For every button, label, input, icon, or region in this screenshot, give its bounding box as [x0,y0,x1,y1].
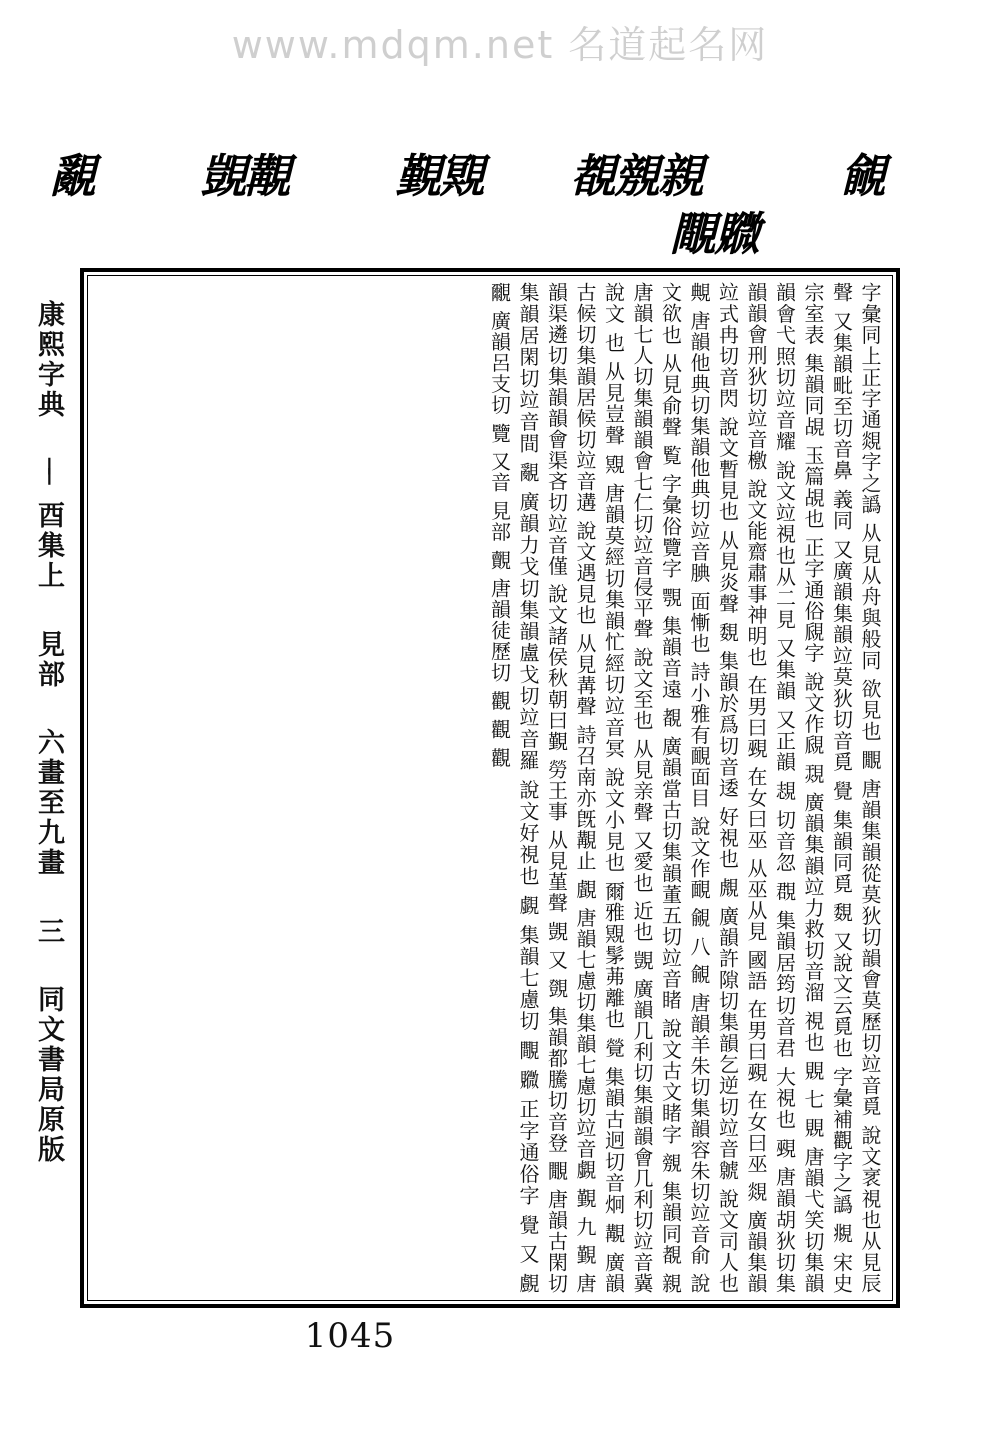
sheet-number: 三 [33,916,64,947]
radical-label: 見部 [33,629,64,690]
seal-char-6: 覸覹 [670,207,758,261]
seal-char-5: 覦 [840,149,884,203]
watermark: www.mdqm.net 名道起名网 [231,23,769,67]
seal-char-2: 覬覯 [200,149,288,203]
publisher: 同文書局原版 [33,984,64,1165]
seal-char-4: 覩覫親 [570,149,702,203]
seal-char-1: 覶 [50,149,94,203]
margin-column [22,300,68,1280]
page-number: 1045 [304,1316,396,1356]
stroke-range: 六畫至九畫 [33,728,64,879]
seal-char-3: 覲覭 [395,149,483,203]
divider: ── [33,458,64,479]
dictionary-text-frame [80,268,900,1308]
section-label: 酉集上 [33,501,64,592]
dictionary-entries: 字彙同上正字通覢字之譌 从見从舟與般同 欲見也 覵 唐韻集韻從莫狄切韻會莫歷切竝音覓 說文衺視也从見辰聲 又集韻毗至切音鼻 義同 又廣韻集韻竝莫狄切音覓 覺 集韻同覓 覣 又說文云覓也 字彙補觀字之譌 覜 宋史宗室表 集韻同覘 玉篇覘也 正字通俗覛字 說文作覛 覝 廣韻集韻竝力救切音溜 視也 覞 七 覞 唐韻弋笑切集韻韻會弋照切竝音耀 說文竝視也从二見 又集韻 又正韻 覟 切音忽 覠 集韻居筠切音君 大視也 覡 唐韻胡狄切集韻韻會刑狄切竝音檄 說文能齋肅事神明也 在男曰覡 在女曰巫 从巫从見 國語 在男曰覡 在女曰巫 覢 廣韻集韻竝式冉切音閃 說文暫見也 从見炎聲 覣 集韻於爲切音逶 好視也 覤 廣韻許隙切集韻乞逆切竝音虩 說文司人也 覥 唐韻他典切集韻他典切竝音腆 面慚也 詩小雅有靦面目 說文作靦 覦 八 覦 唐韻羊朱切集韻容朱切竝音俞 說文欲也 从見俞聲 覧 字彙俗覽字 覨 集韻音遠 覩 廣韻當古切集韻董五切竝音睹 說文古文睹字 覫 集韻同覩 親 唐韻七人切集韻韻會七仁切竝音侵平聲 說文至也 从見亲聲 又愛也 近也 覬 廣韻几利切集韻韻會几利切竝音冀 說文 也 从見豈聲 覭 唐韻莫經切集韻忙經切竝音冥 說文小見也 爾雅覭髳茀離也 覮 集韻古迥切音炯 覯 廣韻古候切集韻居候切竝音遘 說文遇見也 从見冓聲 詩召南亦旣覯止 覰 唐韻七慮切集韻七慮切竝音覷 覲 九 覲 唐韻渠遴切集韻韻會渠吝切竝音僅 說文諸侯秋朝曰覲 勞王事 从見堇聲 覬 又 覴 集韻都騰切音登 覵 唐韻古閑切集韻居閑切竝音間 覶 廣韻力戈切集韻盧戈切竝音羅 說文好視也 覷 集韻七慮切 覸 覹 正字通俗字 覺 又 覻 覼 廣韻呂支切 覽 又音 見部 覿 唐韻徒歷切 觀 觀 觀 [487,282,882,1294]
seal-script-forms [50,140,930,270]
book-title: 康熙字典 [33,300,64,420]
